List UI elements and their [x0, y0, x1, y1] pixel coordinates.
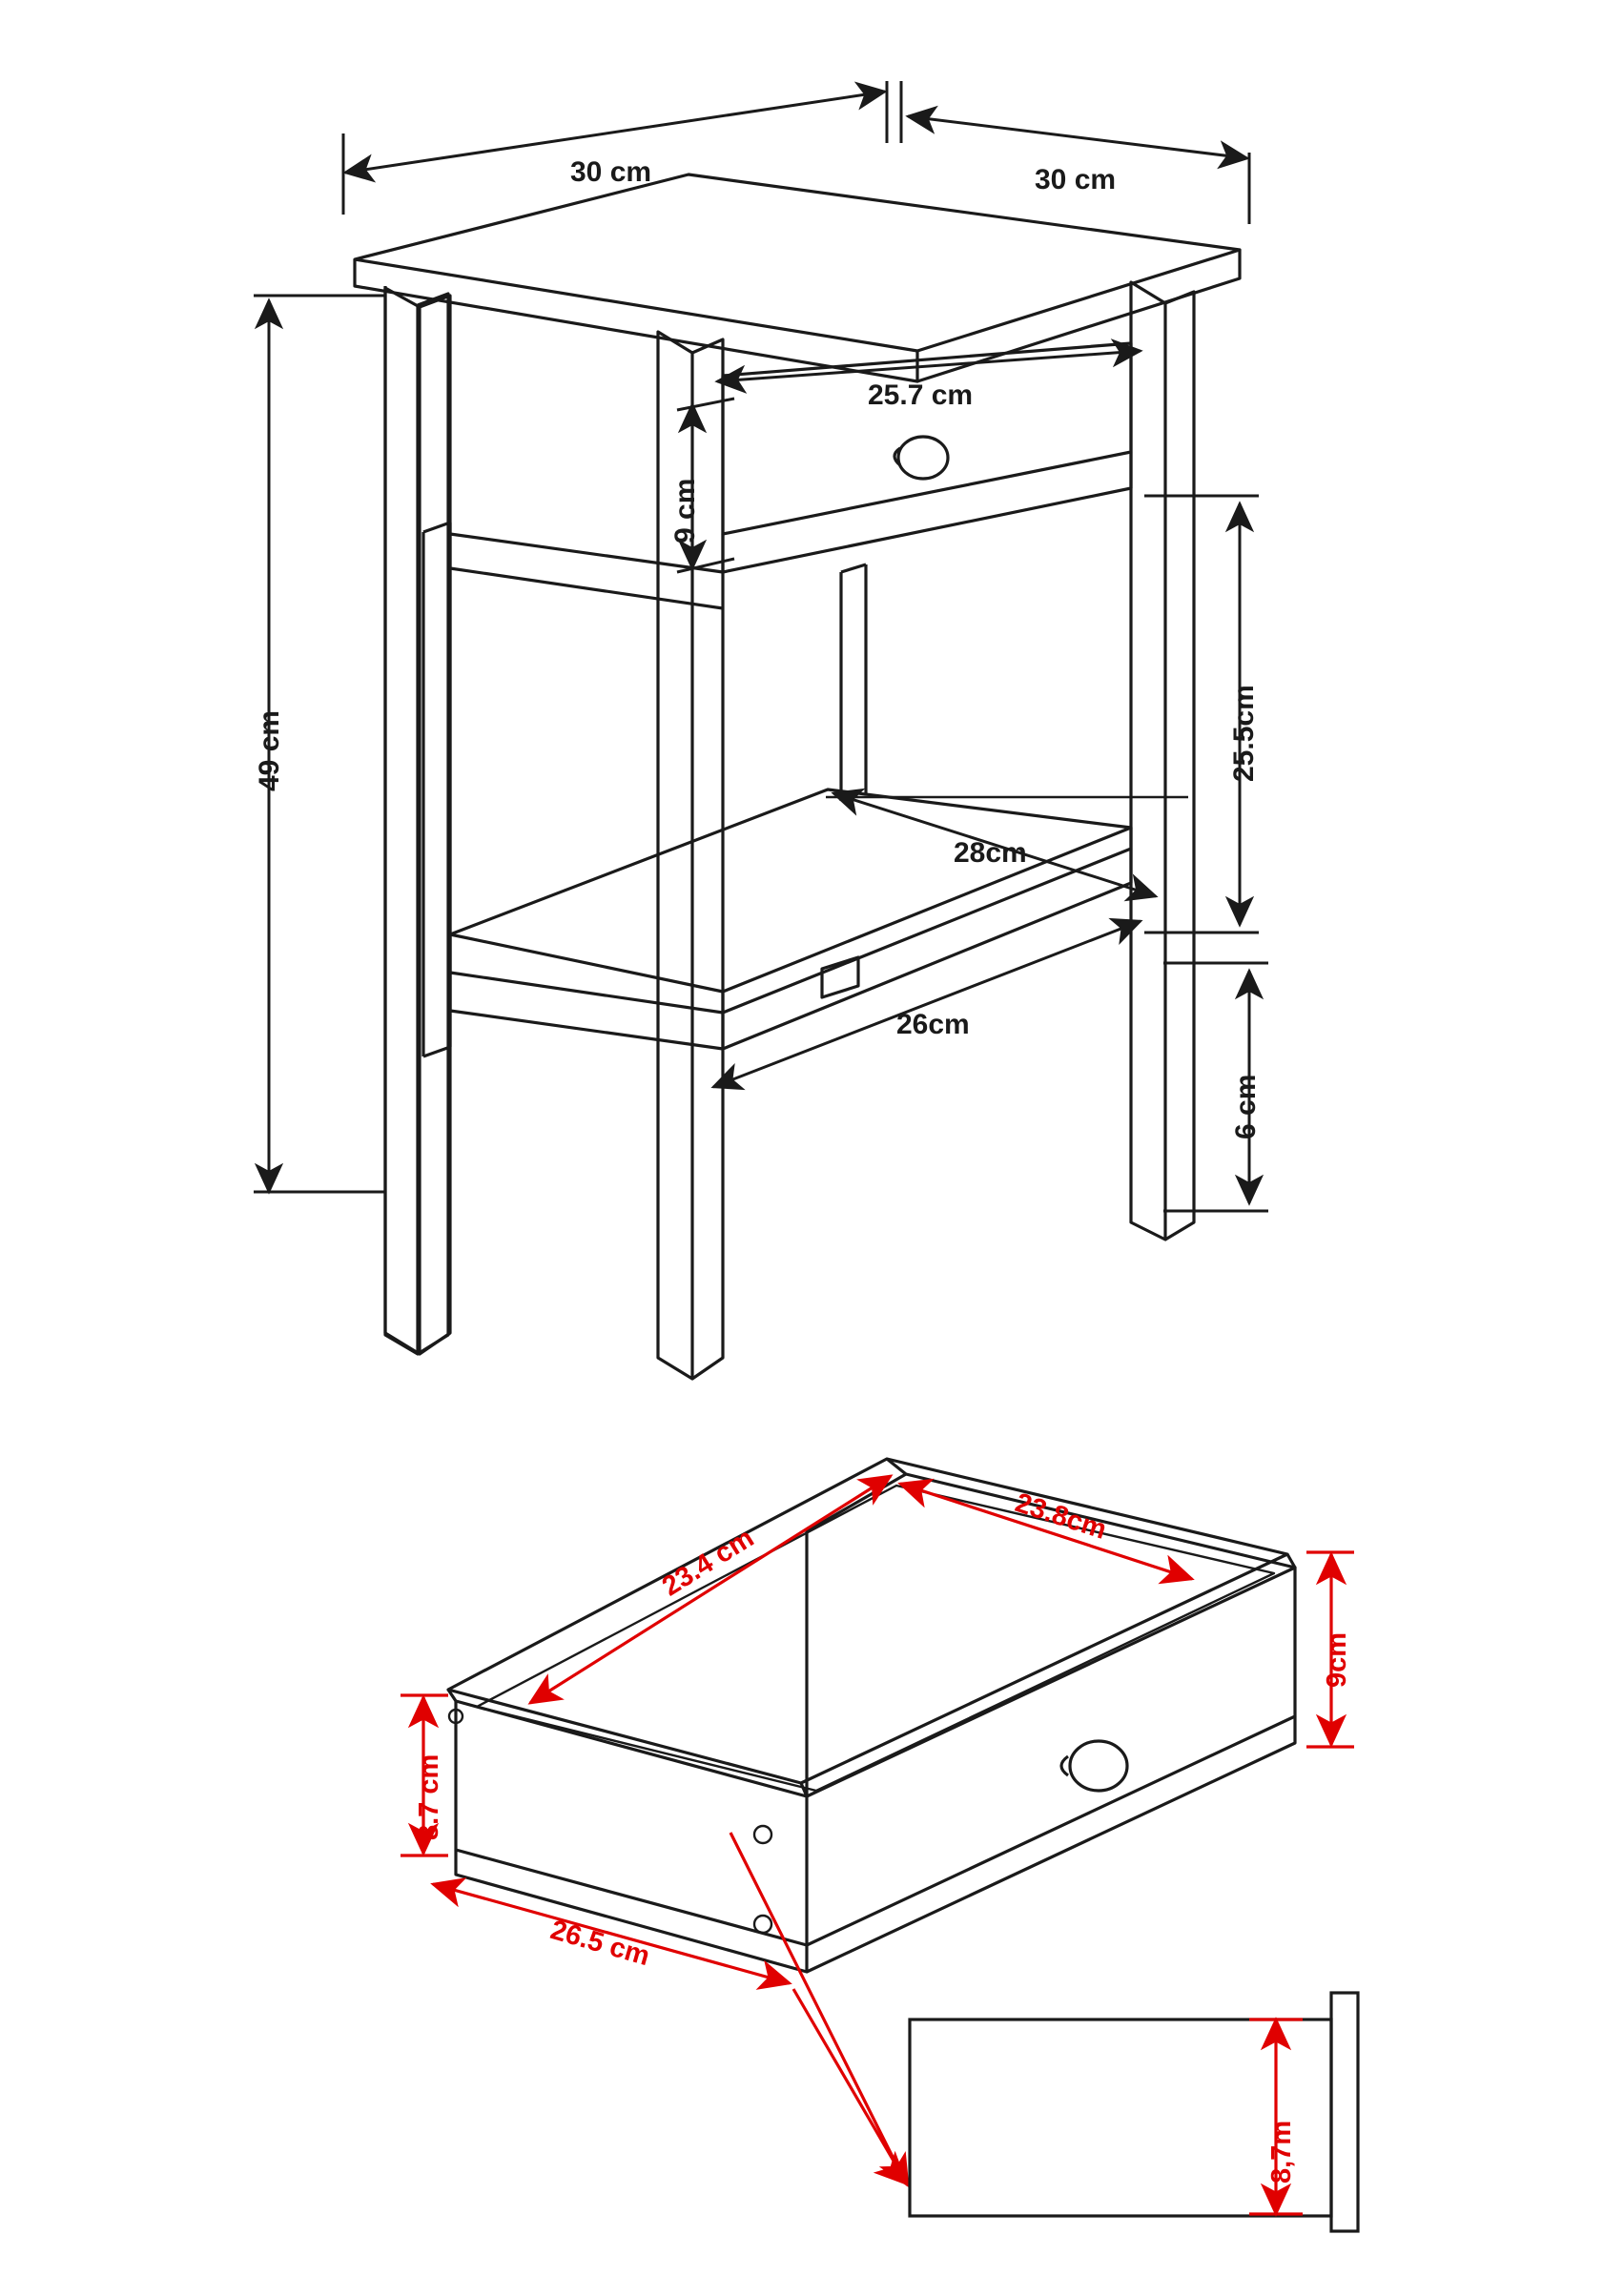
dim-label-shelf-top-width: 28cm	[954, 837, 1027, 869]
leg-left-front	[385, 288, 420, 1354]
dim-label-shelf-bottom-width: 26cm	[896, 1009, 970, 1040]
dim-label-drawer-front-height: 9 cm	[669, 478, 701, 543]
screw-hole-3	[754, 1916, 771, 1933]
table-top-side-edge	[917, 250, 1240, 381]
drawer-front-bottom-rail	[723, 452, 1131, 572]
dim-label-profile-height: 8,7m	[1266, 2120, 1297, 2184]
dim-label-drawer-outer-length: 26.5 cm	[546, 1915, 653, 1973]
drawer-detail-knob	[1070, 1741, 1127, 1791]
dim-label-drawer-inner-width: 23.8cm	[1011, 1487, 1111, 1546]
dim-label-shelf-to-floor: 6 cm	[1230, 1074, 1262, 1139]
leg-rear-right-outer	[1131, 282, 1163, 1232]
dim-label-depth-top-side: 30 cm	[1035, 164, 1117, 195]
drawer-inner-left-wall	[807, 1474, 906, 1796]
table-top-surface	[355, 174, 1240, 351]
drawer-side-outer-face	[807, 1568, 1295, 1945]
shelf-front-edge	[450, 934, 723, 1013]
drawer-detail-knob-base	[1061, 1756, 1068, 1775]
table-top-front-edge	[355, 259, 917, 381]
screw-hole-2	[754, 1826, 771, 1843]
leader-drawer-length-2	[793, 1989, 908, 2185]
dim-drawer-inner-depth	[530, 1476, 891, 1703]
dim-label-total-height: 49 cm	[254, 709, 285, 791]
drawer-dimension-lines	[401, 1476, 1354, 2185]
leg-left-inner-top	[423, 523, 450, 532]
drawer-knob	[898, 437, 948, 479]
drawer-profile-group	[910, 1993, 1358, 2231]
leg-left-inner-mid	[423, 523, 450, 1060]
drawer-inner-base	[477, 1486, 1274, 1791]
leg-left-inner-bottom	[423, 1047, 450, 1056]
shelf-side-edge	[723, 828, 1131, 1013]
leader-drawer-length	[730, 1833, 896, 2164]
profile-dimension-lines	[1249, 2020, 1303, 2214]
center-post-top	[841, 564, 866, 572]
table-dimension-lines	[254, 81, 1268, 1211]
drawer-front-panel	[723, 343, 1131, 534]
ext-drawer-h-top	[677, 399, 734, 410]
leg-rear-right-side	[1165, 292, 1194, 1240]
dim-shelf-bottom-width	[713, 921, 1141, 1087]
dim-label-drawer-front-width: 25.7 cm	[868, 379, 974, 411]
shelf-center-support	[822, 957, 858, 997]
drawer-box-group	[448, 1459, 1295, 1972]
dim-label-drawer-side-height-left: 8.7 cm	[414, 1753, 444, 1840]
drawer-side-bottom-edge	[807, 1716, 1295, 1972]
dim-label-drawer-side-height-right: 9cm	[1322, 1631, 1352, 1688]
leg-rear-right	[1131, 282, 1165, 1240]
side-rail-upper-line	[450, 568, 723, 608]
dim-label-drawer-inner-depth: 23.4 cm	[656, 1522, 760, 1603]
profile-front-panel	[1331, 1993, 1358, 2231]
dim-label-drawer-to-shelf: 25.5cm	[1228, 685, 1260, 782]
table-outline-group	[355, 174, 1240, 1379]
leg-front-left-outer	[385, 286, 418, 1354]
profile-body	[910, 2020, 1331, 2216]
dim-depth-top-side	[908, 116, 1247, 158]
dim-label-width-top-front: 30 cm	[570, 156, 652, 188]
